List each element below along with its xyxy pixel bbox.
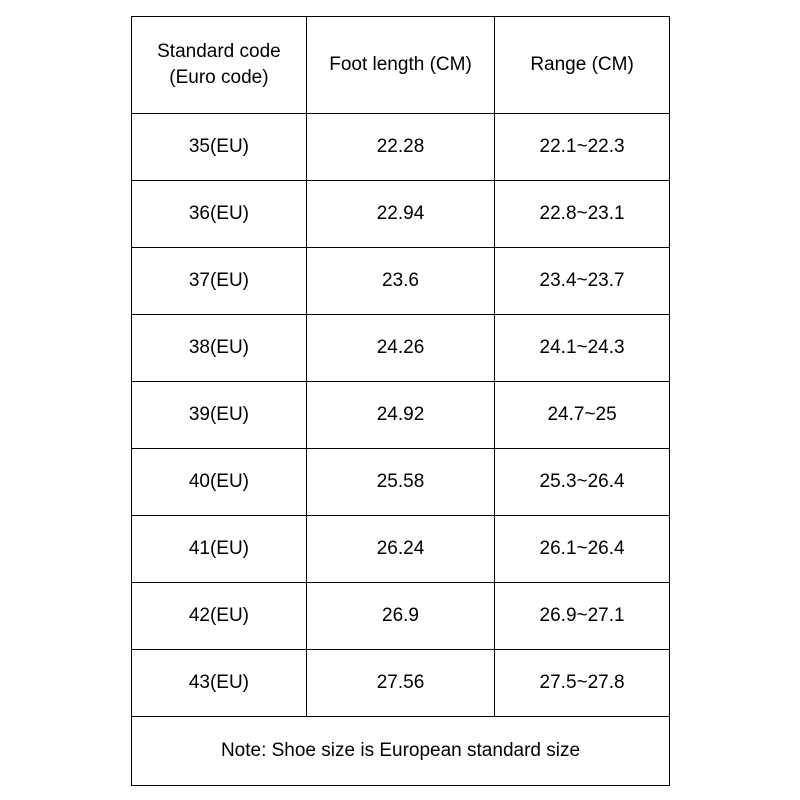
table-header (132, 17, 670, 114)
table-row (132, 449, 670, 516)
table-header-row (132, 17, 670, 114)
cell-foot-length: 26.9 (306, 583, 494, 650)
cell-range: 24.1~24.3 (495, 315, 670, 382)
cell-range: 26.1~26.4 (495, 516, 670, 583)
table-row (132, 516, 670, 583)
cell-standard-code: 42(EU) (132, 583, 307, 650)
table-body (132, 114, 670, 717)
cell-foot-length: 22.94 (306, 181, 494, 248)
cell-foot-length: 24.26 (306, 315, 494, 382)
cell-foot-length: 23.6 (306, 248, 494, 315)
table-row (132, 382, 670, 449)
column-header-standard-code (132, 17, 307, 114)
cell-foot-length: 24.92 (306, 382, 494, 449)
note-row (132, 717, 670, 786)
cell-range: 24.7~25 (495, 382, 670, 449)
column-header-range: Range (CM) (495, 17, 670, 114)
cell-standard-code: 38(EU) (132, 315, 307, 382)
cell-range: 22.1~22.3 (495, 114, 670, 181)
table-row (132, 248, 670, 315)
column-header-foot-length: Foot length (CM) (306, 17, 494, 114)
cell-foot-length: 22.28 (306, 114, 494, 181)
cell-standard-code: 43(EU) (132, 650, 307, 717)
cell-range: 27.5~27.8 (495, 650, 670, 717)
cell-standard-code: 40(EU) (132, 449, 307, 516)
cell-standard-code: 39(EU) (132, 382, 307, 449)
cell-range: 25.3~26.4 (495, 449, 670, 516)
column-header-standard-code-line1: Standard code (157, 41, 281, 62)
table-row (132, 315, 670, 382)
cell-range: 22.8~23.1 (495, 181, 670, 248)
note-text: Note: Shoe size is European standard size (132, 717, 670, 786)
table-row (132, 650, 670, 717)
table-row (132, 181, 670, 248)
column-header-standard-code-line2: (Euro code) (169, 67, 269, 88)
cell-standard-code: 36(EU) (132, 181, 307, 248)
table-footer (132, 717, 670, 786)
shoe-size-table (131, 16, 670, 786)
cell-foot-length: 26.24 (306, 516, 494, 583)
table-row (132, 583, 670, 650)
cell-foot-length: 27.56 (306, 650, 494, 717)
cell-range: 23.4~23.7 (495, 248, 670, 315)
size-chart-container (131, 16, 670, 784)
cell-standard-code: 41(EU) (132, 516, 307, 583)
cell-standard-code: 37(EU) (132, 248, 307, 315)
cell-range: 26.9~27.1 (495, 583, 670, 650)
cell-foot-length: 25.58 (306, 449, 494, 516)
cell-standard-code: 35(EU) (132, 114, 307, 181)
table-row (132, 114, 670, 181)
